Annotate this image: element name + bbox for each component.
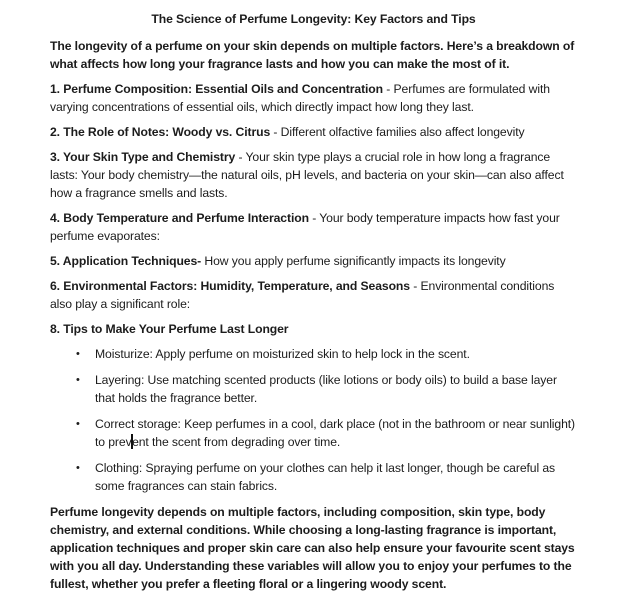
section-separator: -: [409, 279, 421, 293]
section-paragraph-6: [50, 277, 577, 313]
list-item-text: Moisturize: Apply perfume on moisturized skin to help lock in the scent.: [95, 347, 470, 361]
section-paragraph-2: [50, 123, 577, 141]
section-body: Perfumes are formulated with varying concentrations of essential oils, which directly impact how long they last.: [50, 82, 550, 114]
section-heading: 1. Perfume Composition: Essential Oils and Concentration: [50, 82, 383, 96]
section-paragraph-4: [50, 209, 577, 245]
list-item: [50, 371, 577, 407]
section-body: Environmental conditions also play a significant role:: [50, 279, 555, 311]
section-heading: 5. Application Techniques-: [50, 254, 202, 268]
section-separator: -: [270, 125, 281, 139]
section-separator: -: [235, 150, 246, 164]
section-body: How you apply perfume significantly impacts its longevity: [204, 254, 506, 268]
list-item: [50, 459, 577, 495]
list-item-text-after-caret: ent the scent from degrading over time.: [132, 435, 341, 449]
section-heading: 8. Tips to Make Your Perfume Last Longer: [50, 322, 289, 336]
section-paragraph-5: [50, 252, 577, 270]
list-item: [50, 415, 577, 451]
document-title: The Science of Perfume Longevity: Key Factors and Tips: [151, 12, 476, 26]
section-heading: 6. Environmental Factors: Humidity, Temperature, and Seasons: [50, 279, 410, 293]
list-item-text: Layering: Use matching scented products (like lotions or body oils) to build a base layer that holds the fragrance better.: [95, 373, 557, 405]
list-item-text-before-caret: Correct storage: Keep perfumes in a cool, dark place (not in the bathroom or near sunlight) to prev: [95, 417, 576, 449]
section-separator: -: [308, 211, 320, 225]
list-item: [50, 345, 577, 363]
section-paragraph-1: [50, 80, 577, 116]
section-paragraph-7: [50, 320, 577, 338]
list-item-text: Clothing: Spraying perfume on your clothes can help it last longer, though be careful as some fragrances can stain fabrics.: [95, 461, 556, 493]
section-heading: 4. Body Temperature and Perfume Interaction: [50, 211, 309, 225]
bullet-icon: •: [76, 418, 80, 430]
section-body: Your body temperature impacts how fast your perfume evaporates:: [50, 211, 560, 243]
section-heading: 2. The Role of Notes: Woody vs. Citrus: [50, 125, 271, 139]
section-heading: 3. Your Skin Type and Chemistry: [50, 150, 236, 164]
bullet-icon: •: [76, 374, 80, 386]
section-paragraph-3: [50, 148, 577, 202]
section-body: Different olfactive families also affect longevity: [280, 125, 525, 139]
intro-paragraph: The longevity of a perfume on your skin depends on multiple factors. Here’s a breakdown of what affects how long your fragrance lasts and how you can make the most of it.: [50, 39, 575, 71]
tips-list: [50, 345, 577, 495]
section-body: Your skin type plays a crucial role in how long a fragrance lasts: Your body chemistry—the natural oils, pH levels, and bacteria on your skin—can also affect how a fragrance smells and lasts.: [50, 150, 564, 200]
bullet-icon: •: [76, 348, 80, 360]
bullet-icon: •: [76, 462, 80, 474]
section-separator: -: [383, 82, 394, 96]
closing-paragraph: Perfume longevity depends on multiple factors, including composition, skin type, body chemistry, and external conditions. While choosing a long-lasting fragrance is important, application techniques and proper skin care can also help ensure your favourite scent stays with you all day. Understanding these variables will allow you to enjoy your perfumes to the fullest, whether you prefer a fleeting floral or a lingering woody scent.: [50, 505, 575, 591]
